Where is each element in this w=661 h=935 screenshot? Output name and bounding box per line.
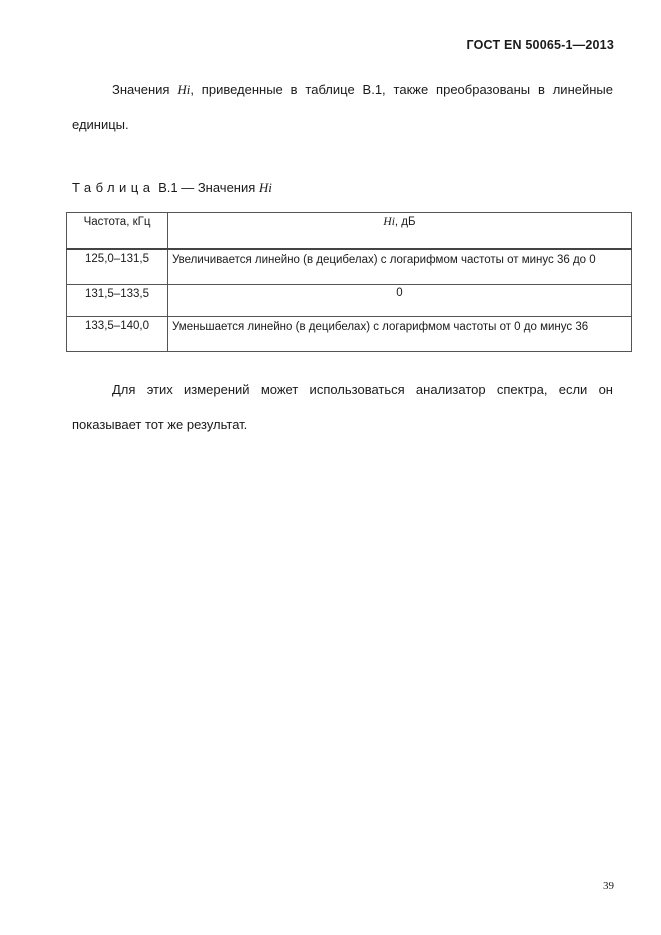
intro-text-end: , приведенные в таблице В.1, также преобразованы в линейные единицы.	[72, 82, 613, 132]
table-caption-symbol: Hi	[258, 180, 272, 195]
hi-column-header	[168, 213, 632, 250]
frequency-cell: 133,5–140,0	[67, 317, 168, 352]
closing-paragraph	[72, 372, 613, 442]
table-caption-text: В.1 — Значения	[154, 180, 259, 195]
page-number: 39	[603, 880, 614, 892]
value-cell: Увеличивается линейно (в децибелах) с логарифмом частоты от минус 36 до 0	[168, 249, 632, 285]
frequency-column-header: Частота, кГц	[67, 213, 168, 250]
value-cell: 0	[168, 285, 632, 317]
frequency-cell: 131,5–133,5	[67, 285, 168, 317]
hi-values-table	[66, 212, 632, 352]
hi-header-unit: , дБ	[394, 216, 416, 228]
paragraph-indent	[72, 82, 112, 97]
closing-text: Для этих измерений может использоваться анализатор спектра, если он показывает тот же результат.	[72, 382, 613, 432]
document-header: ГОСТ EN 50065-1—2013	[466, 38, 614, 52]
intro-text-start: Значения	[112, 82, 178, 97]
frequency-cell: 125,0–131,5	[67, 249, 168, 285]
hi-header-symbol: Hi	[383, 216, 395, 228]
table-caption	[72, 180, 272, 196]
table-caption-prefix: Таблица	[72, 180, 155, 195]
table-row	[67, 317, 632, 352]
table-header-row	[67, 213, 632, 250]
table-row	[67, 249, 632, 285]
table-row	[67, 285, 632, 317]
value-cell: Уменьшается линейно (в децибелах) с логарифмом частоты от 0 до минус 36	[168, 317, 632, 352]
paragraph-indent	[72, 382, 112, 397]
hi-symbol: Hi	[177, 82, 191, 97]
intro-paragraph	[72, 72, 613, 142]
